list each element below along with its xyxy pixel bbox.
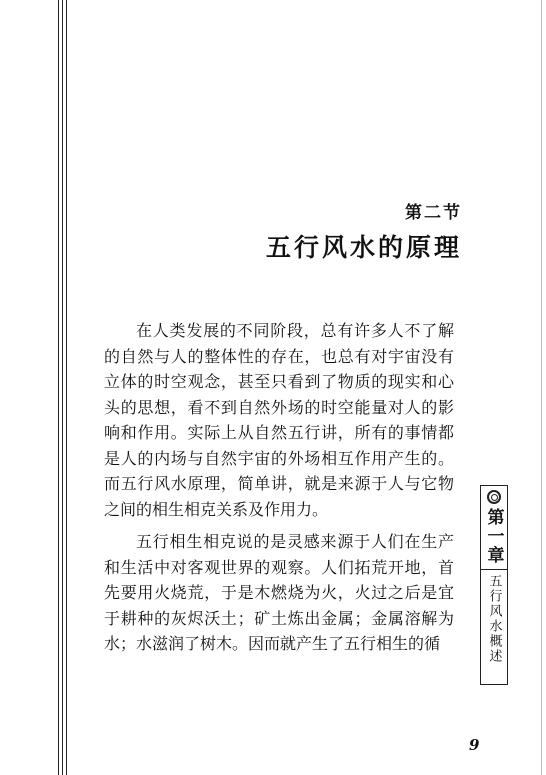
section-label: 第二节 bbox=[405, 203, 462, 223]
margin-rule bbox=[66, 0, 67, 775]
paragraph: 在人类发展的不同阶段，总有许多人不了解的自然与人的整体性的存在，也总有对宇宙没有立体的时空观念，甚至只看到了物质的现实和心头的思想，看不到自然外场的时空能量对人的影响和作用。实际上从自然五行讲，所有的事情都是人的内场与自然宇宙的外场相互作用产生的。而五行风水原理，简单讲，就是来源于人与它物之间的相生相克关系及作用力。 bbox=[104, 321, 454, 519]
chapter-name: 五行风水概述 bbox=[486, 574, 502, 664]
chapter-side-tab bbox=[480, 485, 508, 685]
chapter-number: 第一章 bbox=[483, 508, 504, 565]
page-title: 五行风水的原理 bbox=[265, 233, 462, 262]
page-edge bbox=[541, 0, 542, 775]
bullseye-icon bbox=[487, 490, 501, 504]
paragraph: 五行相生相克说的是灵感来源于人们在生产和生活中对客观世界的观察。人们拓荒开地，首先要用火烧荒，于是木燃烧为火，火过之后是宜于耕种的灰烬沃土；矿土炼出金属；金属溶解为水；水滋润了树木。因而就产生了五行相生的循 bbox=[104, 532, 454, 653]
page-number: 9 bbox=[469, 736, 480, 754]
margin-rule bbox=[62, 0, 63, 775]
tab-divider bbox=[481, 569, 507, 570]
margin-rule bbox=[58, 0, 59, 775]
body-text bbox=[104, 318, 454, 664]
